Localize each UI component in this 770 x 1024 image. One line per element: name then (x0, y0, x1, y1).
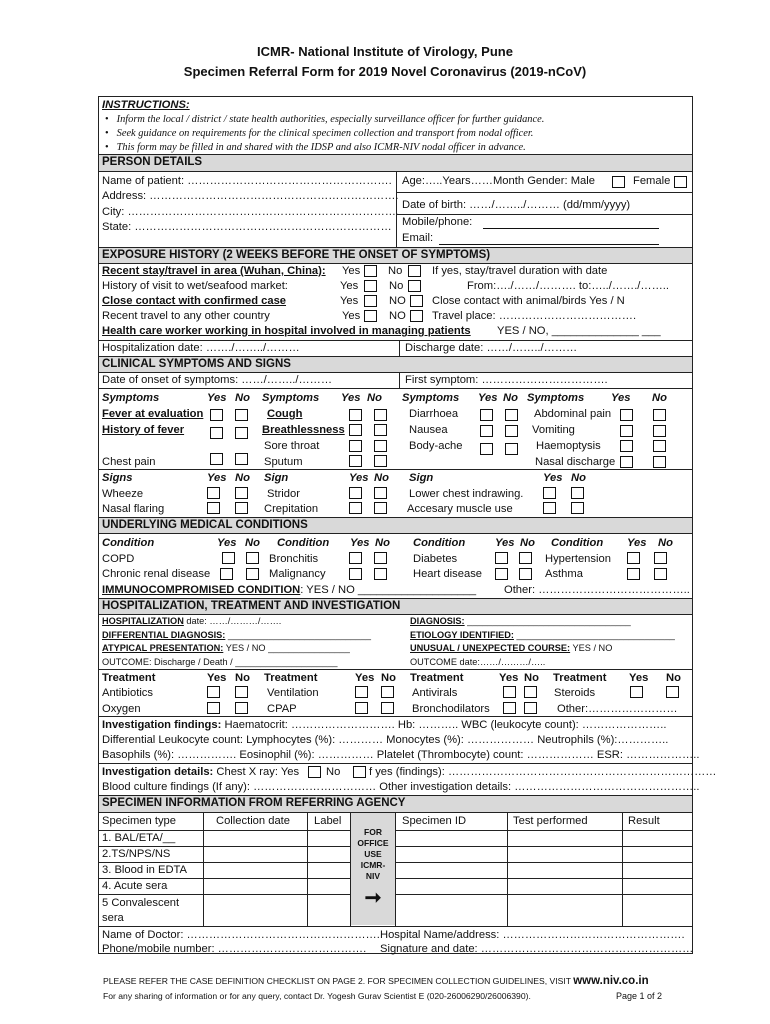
specimen-row-acute-sera[interactable]: 4. Acute sera (102, 880, 168, 892)
crepitation-yes-checkbox[interactable] (349, 502, 362, 514)
antivirals-label: Antivirals (412, 687, 458, 699)
form-title-institute: ICMR- National Institute of Virology, Pune (257, 44, 513, 59)
other-treatment-field[interactable]: Other:…………………… (557, 703, 678, 715)
recent-stay-no-checkbox[interactable] (408, 265, 421, 277)
seafood-label: History of visit to wet/seafood market: (102, 280, 288, 292)
condition-header: Condition (277, 537, 330, 549)
doctor-name-field[interactable]: Name of Doctor: ……………………………………………. (102, 929, 380, 941)
bronchodilators-label: Bronchodilators (412, 703, 490, 715)
nasal-flaring-yes-checkbox[interactable] (207, 502, 220, 514)
referral-form (98, 96, 717, 955)
sore-throat-label: Sore throat (264, 440, 320, 452)
yes-header: Yes (217, 537, 237, 549)
nasal-discharge-label: Nasal discharge (535, 456, 616, 468)
specimen-row-blood[interactable]: 3. Blood in EDTA (102, 864, 187, 876)
nasal-flaring-label: Nasal flaring (102, 503, 165, 515)
symptoms-header: Symptoms (527, 392, 585, 404)
heart-disease-yes-checkbox[interactable] (495, 568, 508, 580)
chest-xray-yes-checkbox[interactable] (308, 766, 321, 778)
oxygen-no-checkbox[interactable] (235, 702, 248, 714)
wheeze-label: Wheeze (102, 488, 144, 500)
treatment-header: Treatment (102, 672, 156, 684)
footer-contact: For any sharing of information or for any query, contact Dr. Yogesh Gurav Scientist E (020-26006290/26006390). (103, 991, 531, 1001)
no-header: No (520, 537, 535, 549)
section-clinical-symptoms: CLINICAL SYMPTOMS AND SIGNS (102, 358, 291, 370)
section-person-details: PERSON DETAILS (102, 156, 203, 168)
section-specimen-information: SPECIMEN INFORMATION FROM REFERRING AGENCY (102, 797, 406, 809)
asthma-label: Asthma (545, 568, 583, 580)
hospital-address-field[interactable]: Hospital Name/address: …………………………………………. (380, 929, 685, 941)
no-label: NO (389, 295, 406, 307)
age-gender-field: Age:…..Years……Month Gender: Male (402, 175, 595, 187)
antivirals-yes-checkbox[interactable] (503, 686, 516, 698)
no-header: No (374, 472, 389, 484)
cpap-label: CPAP (267, 703, 297, 715)
wheeze-yes-checkbox[interactable] (207, 487, 220, 499)
nasal-flaring-no-checkbox[interactable] (235, 502, 248, 514)
sign-header: Sign (264, 472, 289, 484)
asthma-no-checkbox[interactable] (654, 568, 667, 580)
outcome-field[interactable]: OUTCOME: Discharge / Death / ____________________ (102, 657, 338, 667)
close-contact-label: Close contact with confirmed case (102, 295, 287, 307)
chest-pain-yes-checkbox[interactable] (210, 453, 223, 465)
outcome-date-field[interactable]: OUTCOME date:……/………/….. (410, 657, 546, 667)
crepitation-no-checkbox[interactable] (374, 502, 387, 514)
haemoptysis-yes-checkbox[interactable] (620, 440, 633, 452)
hypertension-yes-checkbox[interactable] (627, 552, 640, 564)
diabetes-label: Diabetes (413, 553, 458, 565)
travel-other-no-checkbox[interactable] (410, 310, 423, 322)
arrow-right-icon: ➞ (364, 887, 382, 909)
diarrhoea-no-checkbox[interactable] (505, 409, 518, 421)
chest-pain-no-checkbox[interactable] (235, 453, 248, 465)
other-condition-field[interactable]: Other: ………………………………….. (504, 584, 690, 596)
treatment-header: Treatment (264, 672, 318, 684)
copd-no-checkbox[interactable] (246, 552, 259, 564)
abdominal-pain-label: Abdominal pain (534, 408, 612, 420)
bodyache-label: Body-ache (409, 440, 463, 452)
no-header: No (652, 392, 667, 404)
city-field[interactable]: City: ………………………………………………………………. (102, 206, 400, 218)
cough-label: Cough (267, 408, 303, 420)
no-header: No (503, 392, 518, 404)
heart-disease-no-checkbox[interactable] (519, 568, 532, 580)
diabetes-yes-checkbox[interactable] (495, 552, 508, 564)
travel-other-yes-checkbox[interactable] (364, 310, 377, 322)
no-header: No (235, 472, 250, 484)
accesary-muscle-label: Accesary muscle use (407, 503, 513, 515)
antivirals-no-checkbox[interactable] (524, 686, 537, 698)
specimen-row-ts[interactable]: 2.TS/NPS/NS (102, 848, 171, 860)
immunocompromised-field[interactable]: IMMUNOCOMPROMISED CONDITION: YES / NO ___________________ (102, 584, 477, 596)
yes-header: Yes (499, 672, 519, 684)
chest-xray-no-label: No (326, 766, 341, 778)
haemoptysis-no-checkbox[interactable] (653, 440, 666, 452)
hcw-label: Health care worker working in hospital involved in managing patients (102, 325, 471, 337)
copd-yes-checkbox[interactable] (222, 552, 235, 564)
oxygen-yes-checkbox[interactable] (207, 702, 220, 714)
state-field[interactable]: State: …………………………………………………………… (102, 221, 392, 233)
copd-label: COPD (102, 553, 135, 565)
symptoms-header: Symptoms (102, 392, 160, 404)
no-header: No (235, 672, 250, 684)
recent-stay-label: Recent stay/travel in area (Wuhan, China): (102, 265, 326, 277)
no-header: No (524, 672, 539, 684)
malignancy-yes-checkbox[interactable] (349, 568, 362, 580)
investigation-findings-line[interactable]: Investigation findings: Haematocrit: ………………………. Hb: ……….. WBC (leukocyte count): ………………….. (102, 719, 667, 731)
investigation-details-line[interactable]: Investigation details: Chest X ray: Yes (102, 766, 300, 778)
bronchitis-yes-checkbox[interactable] (349, 552, 362, 564)
onset-date-field[interactable]: Date of onset of symptoms: ……/……../……… (102, 374, 333, 386)
nausea-no-checkbox[interactable] (505, 425, 518, 437)
haemoptysis-label: Haemoptysis (536, 440, 601, 452)
malignancy-no-checkbox[interactable] (374, 568, 387, 580)
col-label: Label (314, 815, 342, 827)
discharge-date-field[interactable]: Discharge date: ……/……../……… (405, 342, 578, 354)
office-use-box: FOR OFFICE USE ICMR-NIV ➞ (351, 813, 395, 925)
section-hospitalization: HOSPITALIZATION, TREATMENT AND INVESTIGATION (102, 600, 401, 612)
seafood-yes-checkbox[interactable] (364, 280, 377, 292)
breathlessness-yes-checkbox[interactable] (349, 424, 362, 436)
instructions-title: INSTRUCTIONS: (102, 99, 190, 111)
mobile-label: Mobile/phone: (402, 216, 473, 228)
address-field[interactable]: Address: …………………………………………………………. (102, 190, 399, 202)
yes-header: Yes (350, 537, 370, 549)
abdominal-pain-yes-checkbox[interactable] (620, 409, 633, 421)
fever-evaluation-label: Fever at evaluation (102, 408, 204, 420)
antibiotics-no-checkbox[interactable] (235, 686, 248, 698)
antibiotics-yes-checkbox[interactable] (207, 686, 220, 698)
col-specimen-id: Specimen ID (402, 815, 467, 827)
bronchodilators-no-checkbox[interactable] (524, 702, 537, 714)
no-header: No (245, 537, 260, 549)
lower-chest-label: Lower chest indrawing. (409, 488, 524, 500)
section-underlying-conditions: UNDERLYING MEDICAL CONDITIONS (102, 519, 308, 531)
ckd-yes-checkbox[interactable] (220, 568, 233, 580)
bodyache-no-checkbox[interactable] (505, 443, 518, 455)
steroids-label: Steroids (554, 687, 596, 699)
yes-header: Yes (629, 672, 649, 684)
yes-header: Yes (349, 472, 369, 484)
bronchitis-label: Bronchitis (269, 553, 319, 565)
male-checkbox[interactable] (612, 176, 625, 188)
no-header: No (666, 672, 681, 684)
hospitalization-date-field[interactable]: Hospitalization date: ……./……../……… (102, 342, 300, 354)
yes-label: Yes (342, 310, 361, 322)
travel-duration-label: If yes, stay/travel duration with date (432, 265, 608, 277)
lower-chest-no-checkbox[interactable] (571, 487, 584, 499)
sputum-yes-checkbox[interactable] (349, 455, 362, 467)
travel-place-field[interactable]: Travel place: ………………………………. (432, 310, 637, 322)
chest-pain-label: Chest pain (102, 456, 156, 468)
yes-header: Yes (355, 672, 375, 684)
sore-throat-yes-checkbox[interactable] (349, 440, 362, 452)
sore-throat-no-checkbox[interactable] (374, 440, 387, 452)
no-header: No (381, 672, 396, 684)
fever-evaluation-no-checkbox[interactable] (235, 409, 248, 421)
yes-header: Yes (543, 472, 563, 484)
instruction-item: • Seek guidance on requirements for the clinical specimen collection and transport from nodal officer. (105, 128, 534, 139)
symptoms-header: Symptoms (402, 392, 460, 404)
no-header: No (375, 537, 390, 549)
seafood-no-checkbox[interactable] (408, 280, 421, 292)
abdominal-pain-no-checkbox[interactable] (653, 409, 666, 421)
history-fever-no-checkbox[interactable] (235, 427, 248, 439)
nasal-discharge-no-checkbox[interactable] (653, 456, 666, 468)
email-label: Email: (402, 232, 434, 244)
recent-stay-yes-checkbox[interactable] (364, 265, 377, 277)
no-label: No (388, 265, 403, 277)
animal-contact-field: Close contact with animal/birds Yes / N (432, 295, 625, 307)
female-checkbox[interactable] (674, 176, 687, 188)
xray-findings-field[interactable]: f yes (findings): ……………………………………………………………… (369, 766, 717, 778)
oxygen-label: Oxygen (102, 703, 141, 715)
vomiting-no-checkbox[interactable] (653, 425, 666, 437)
vomiting-label: Vomiting (532, 424, 575, 436)
yes-header: Yes (495, 537, 515, 549)
stridor-yes-checkbox[interactable] (349, 487, 362, 499)
ckd-no-checkbox[interactable] (246, 568, 259, 580)
specimen-row-convalescent-cont: sera (102, 912, 124, 924)
wheeze-no-checkbox[interactable] (235, 487, 248, 499)
specimen-row-convalescent[interactable]: 5 Convalescent (102, 897, 180, 909)
accesary-muscle-no-checkbox[interactable] (571, 502, 584, 514)
col-result: Result (628, 815, 660, 827)
yes-label: Yes (340, 280, 359, 292)
yes-header: Yes (627, 537, 647, 549)
instruction-item: • This form may be filled in and shared with the IDSP and also ICMR-NIV nodal officer in advance. (105, 142, 526, 153)
bodyache-yes-checkbox[interactable] (480, 443, 493, 455)
steroids-no-checkbox[interactable] (666, 686, 679, 698)
footer-guidelines: PLEASE REFER THE CASE DEFINITION CHECKLIST ON PAGE 2. FOR SPECIMEN COLLECTION GUIDELINES, VISIT www.niv.co.in (103, 975, 649, 987)
antibiotics-label: Antibiotics (102, 687, 153, 699)
treatment-header: Treatment (553, 672, 607, 684)
female-label: Female (633, 175, 671, 187)
cough-no-checkbox[interactable] (374, 409, 387, 421)
breathlessness-no-checkbox[interactable] (374, 424, 387, 436)
yes-header: Yes (207, 672, 227, 684)
heart-disease-label: Heart disease (413, 568, 483, 580)
stridor-no-checkbox[interactable] (374, 487, 387, 499)
close-contact-no-checkbox[interactable] (410, 295, 423, 307)
etiology-field[interactable]: ETIOLOGY IDENTIFIED: _______________________________ (410, 630, 675, 640)
cpap-yes-checkbox[interactable] (355, 702, 368, 714)
col-specimen-type: Specimen type (102, 815, 177, 827)
condition-header: Condition (551, 537, 604, 549)
diarrhoea-yes-checkbox[interactable] (480, 409, 493, 421)
yes-header: Yes (478, 392, 498, 404)
ventilation-no-checkbox[interactable] (381, 686, 394, 698)
atypical-presentation-field[interactable]: ATYPICAL PRESENTATION: YES / NO ________________ (102, 643, 350, 653)
no-header: No (658, 537, 673, 549)
hypertension-no-checkbox[interactable] (654, 552, 667, 564)
steroids-yes-checkbox[interactable] (630, 686, 643, 698)
bronchitis-no-checkbox[interactable] (374, 552, 387, 564)
sign-header: Sign (409, 472, 434, 484)
asthma-yes-checkbox[interactable] (627, 568, 640, 580)
blood-culture-line[interactable]: Blood culture findings (If any): …………………………… Other investigation details: ………………………………………….. (102, 781, 700, 793)
chest-xray-no-checkbox[interactable] (353, 766, 366, 778)
no-header: No (367, 392, 382, 404)
unusual-course-field[interactable]: UNUSUAL / UNEXPECTED COURSE: YES / NO (410, 643, 613, 653)
yes-header: Yes (341, 392, 361, 404)
cpap-no-checkbox[interactable] (381, 702, 394, 714)
cough-yes-checkbox[interactable] (349, 409, 362, 421)
yes-header: Yes (611, 392, 631, 404)
nausea-yes-checkbox[interactable] (480, 425, 493, 437)
bronchodilators-yes-checkbox[interactable] (503, 702, 516, 714)
close-contact-yes-checkbox[interactable] (364, 295, 377, 307)
nausea-label: Nausea (409, 424, 448, 436)
instruction-item: • Inform the local / district / state health authorities, especially surveillance officer for further guidance. (105, 114, 545, 125)
breathlessness-label: Breathlessness (262, 424, 345, 436)
condition-header: Condition (102, 537, 155, 549)
diagnosis-field[interactable]: DIAGNOSIS: ________________________________ (410, 616, 631, 626)
accesary-muscle-yes-checkbox[interactable] (543, 502, 556, 514)
dob-field[interactable]: Date of birth: ……/……../……… (dd/mm/yyyy) (402, 199, 631, 211)
no-header: No (571, 472, 586, 484)
section-exposure-history: EXPOSURE HISTORY (2 WEEKS BEFORE THE ONSET OF SYMPTOMS) (102, 249, 491, 261)
signs-header: Signs (102, 472, 133, 484)
sputum-label: Sputum (264, 456, 303, 468)
mobile-input[interactable] (483, 228, 659, 229)
page-number: Page 1 of 2 (616, 991, 663, 1001)
no-label: No (389, 280, 404, 292)
hcw-answer-field[interactable]: YES / NO, ______________ ___ (497, 325, 661, 337)
ventilation-label: Ventilation (267, 687, 319, 699)
no-label: NO (389, 310, 406, 322)
no-header: No (235, 392, 250, 404)
yes-label: Yes (342, 265, 361, 277)
malignancy-label: Malignancy (269, 568, 326, 580)
lower-chest-yes-checkbox[interactable] (543, 487, 556, 499)
crepitation-label: Crepitation (264, 503, 319, 515)
history-fever-label: History of fever (102, 424, 185, 436)
travel-other-label: Recent travel to any other country (102, 310, 270, 322)
hospitalization-date-small-field[interactable]: HOSPITALIZATION date: ……/………/……. (102, 616, 282, 626)
ckd-label: Chronic renal disease (102, 568, 211, 580)
differential-count-line[interactable]: Differential Leukocyte count: Lymphocytes (%): ………… Monocytes (%): ……………… Neutrophils (%):………….. (102, 734, 669, 746)
yes-header: Yes (207, 472, 227, 484)
yes-header: Yes (207, 392, 227, 404)
form-title: Specimen Referral Form for 2019 Novel Coronavirus (2019-nCoV) (183, 64, 587, 79)
hypertension-label: Hypertension (545, 553, 611, 565)
travel-from-to-field[interactable]: From:…./……/………. to:…../……./…….. (467, 280, 670, 292)
history-fever-yes-checkbox[interactable] (210, 427, 223, 439)
ventilation-yes-checkbox[interactable] (355, 686, 368, 698)
col-collection-date: Collection date (216, 815, 291, 827)
nasal-discharge-yes-checkbox[interactable] (620, 456, 633, 468)
platelet-esr-line[interactable]: Basophils (%): ……………. Eosinophil (%): …………… Platelet (Thrombocyte) count: ……………… ESR: ……………….. (102, 749, 700, 761)
diabetes-no-checkbox[interactable] (519, 552, 532, 564)
signature-date-field[interactable]: Signature and date: ………………………………………………… (380, 943, 694, 955)
col-test-performed: Test performed (513, 815, 588, 827)
phone-field[interactable]: Phone/mobile number: …………………………………. (102, 943, 367, 955)
condition-header: Condition (413, 537, 466, 549)
email-input[interactable] (439, 244, 659, 245)
specimen-row-bal[interactable]: 1. BAL/ETA/__ (102, 832, 176, 844)
vomiting-yes-checkbox[interactable] (620, 425, 633, 437)
treatment-header: Treatment (410, 672, 464, 684)
stridor-label: Stridor (267, 488, 300, 500)
differential-diagnosis-field[interactable]: DIFFERENTIAL DIAGNOSIS: ____________________________ (102, 630, 371, 640)
website-link[interactable]: www.niv.co.in (573, 975, 649, 987)
fever-evaluation-yes-checkbox[interactable] (210, 409, 223, 421)
diarrhoea-label: Diarrhoea (409, 408, 459, 420)
patient-name-field[interactable]: Name of patient: ………………………………………………. (102, 175, 392, 187)
sputum-no-checkbox[interactable] (374, 455, 387, 467)
first-symptom-field[interactable]: First symptom: ……………………………. (405, 374, 608, 386)
symptoms-header: Symptoms (262, 392, 320, 404)
yes-label: Yes (340, 295, 359, 307)
